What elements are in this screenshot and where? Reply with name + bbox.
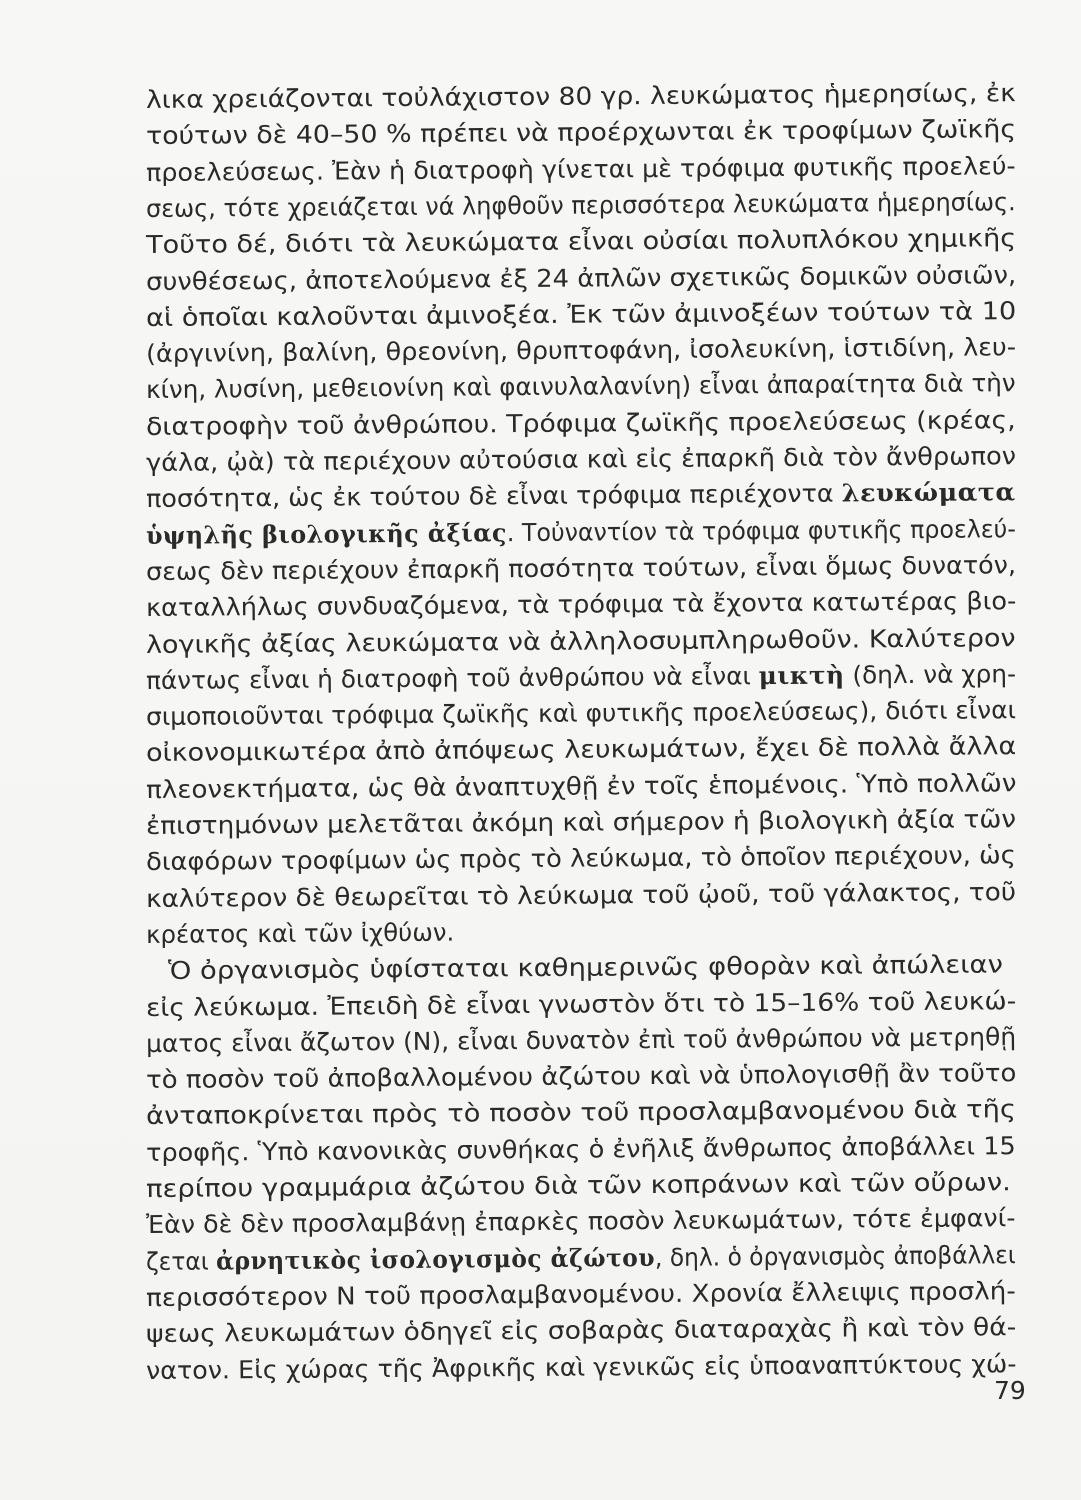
line-text: κρέατος καὶ τῶν ἰχθύων. [145,917,455,949]
bold-phrase: μικτὴ [758,660,845,690]
line-text: διατροφὴν τοῦ ἀνθρώπου. Τρόφιμα ζωϊκῆς προελεύσεως (κρέας, [145,404,1016,441]
line-text: τροφῆς. Ὑπὸ κανονικὰς συνθήκας ὁ ἐνῆλιξ ἄνθρωπος ἀποβάλλει 15 [145,1130,1016,1167]
line-text: κίνη, λυσίνη, μεθειονίνη καὶ φαινυλαλανίνη) εἶναι ἀπαραίτητα διὰ τὴν [145,368,1016,405]
page-number: 79 [994,1376,1026,1405]
line-text: συνθέσεως, ἀποτελούμενα ἐξ 24 ἀπλῶν σχετικῶς δομικῶν οὐσιῶν, [145,259,1017,296]
line-text: τὸ ποσὸν τοῦ ἀποβαλλομένου ἀζώτου καὶ νὰ ὑπολογισθῇ ἂν τοῦτο [145,1058,1017,1095]
line-text: Ὁ ὀργανισμὸς ὑφίσταται καθημερινῶς φθορὰν καὶ ἀπώλειαν [167,949,1004,986]
bold-phrase: ἀρνητικὸς ἰσολογισμὸς ἀζώτου [215,1242,656,1276]
line-text: σεως, τότε χρειάζεται νά ληφθοῦν περισσότερα λευκώματα ἡμερησίως. [145,187,1016,223]
line-text: Τοῦτο δέ, διότι τὰ λευκώματα εἶναι οὐσίαι πολυπλόκου χημικῆς [145,223,1017,260]
text-line [146,872,1016,919]
line-text: , δηλ. ὁ ὀργανισμὸς ἀποβάλλει [654,1239,1016,1272]
line-text: ματος εἶναι ἄζωτον (Ν), εἶναι δυνατὸν ἐπὶ τοῦ ἀνθρώπου νὰ μετρηθῇ [145,1021,1017,1058]
line-text: πάντως εἶναι ἡ διατροφὴ τοῦ ἀνθρώπου νὰ εἶναι [145,660,759,695]
line-text: ψεως λευκωμάτων ὁδηγεῖ εἰς σοβαρὰς διαταραχὰς ἢ καὶ τὸν θά- [145,1312,1017,1349]
line-text: σιμοποιοῦνται τρόφιμα ζωϊκῆς καὶ φυτικῆς προελεύσεως), διότι εἶναι [145,695,1017,732]
line-text: (δηλ. νὰ χρη- [844,658,1017,690]
line-text: λικα χρειάζονται τοὐλάχιστον 80 γρ. λευκώματος ἡμερησίως, ἐκ [145,78,1016,114]
line-text: λογικῆς ἀξίας λευκώματα νὰ ἀλληλοσυμπληρωθοῦν. Καλύτερον [145,622,1016,659]
bold-phrase: λευκώματα [841,477,1016,508]
line-text: προελεύσεως. Ἐὰν ἡ διατροφὴ γίνεται μὲ τρόφιμα φυτικῆς προελεύ- [145,150,1016,187]
bold-phrase: ὑψηλῆς βιολογικῆς ἀξίας [145,517,507,550]
line-text: ζεται [145,1246,217,1276]
line-text: (ἀργινίνη, βαλίνη, θρεονίνη, θρυπτοφάνη, ἰσολευκίνη, ἱστιδίνη, λευ- [145,332,1017,369]
line-text: τούτων δὲ 40–50 % πρέπει νὰ προέρχωνται ἐκ τροφίμων ζωϊκῆς [145,114,1017,151]
line-text: ἐπιστημόνων μελετᾶται ἀκόμη καὶ σήμερον ἡ βιολογικὴ ἀξία τῶν [145,804,1017,840]
line-text: καλύτερον δὲ θεωρεῖται τὸ λεύκωμα τοῦ ᾠοῦ, τοῦ γάλακτος, τοῦ [145,876,1017,913]
line-text: διαφόρων τροφίμων ὡς πρὸς τὸ λεύκωμα, τὸ ὁποῖον περιέχουν, ὡς [145,840,1016,877]
line-text: εἰς λεύκωμα. Ἐπειδὴ δὲ εἶναι γνωστὸν ὅτι τὸ 15–16% τοῦ λευκώ- [145,985,1017,1022]
line-text: περισσότερον Ν τοῦ προσλαμβανομένου. Χρονία ἔλλειψις προσλή- [145,1276,1016,1312]
line-text: οἰκονομικωτέρα ἀπὸ ἀπόψεως λευκωμάτων, ἔχει δὲ πολλὰ ἄλλα [145,731,1017,768]
line-text: αἱ ὁποῖαι καλοῦνται ἀμινοξέα. Ἐκ τῶν ἀμινοξέων τούτων τὰ 10 [145,295,1017,332]
line-text: σεως δὲν περιέχουν ἐπαρκῆ ποσότητα τούτων, εἶναι ὅμως δυνατόν, [145,550,1017,586]
line-text: . Τοὐναντίον τὰ τρόφιμα φυτικῆς προελεύ- [506,513,1017,547]
text-line [146,1344,1017,1391]
line-text: Ἐὰν δὲ δὲν προσλαμβάνῃ ἐπαρκὲς ποσὸν λευκωμάτων, τότε ἐμφανί- [145,1203,1016,1240]
line-text: γάλα, ᾠὰ) τὰ περιέχουν αὐτούσια καὶ εἰς ἐπαρκῆ διὰ τὸν ἄνθρωπον [145,441,1017,477]
line-text: πλεονεκτήματα, ὡς θὰ ἀναπτυχθῇ ἐν τοῖς ἑπομένοις. Ὑπὸ πολλῶν [145,767,1017,804]
line-text: περίπου γραμμάρια ἀζώτου διὰ τῶν κοπράνων καὶ τῶν οὔρων. [145,1167,1011,1203]
line-text: ἀνταποκρίνεται πρὸς τὸ ποσὸν τοῦ προσλαμβανομένου διὰ τῆς [145,1094,1017,1131]
line-text: καταλλήλως συνδυαζόμενα, τὰ τρόφιμα τὰ ἔχοντα κατωτέρας βιο- [145,586,1017,623]
line-text: νατον. Εἰς χώρας τῆς Ἀφρικῆς καὶ γενικῶς εἰς ὑποαναπτύκτους χώ- [145,1348,1017,1385]
line-text: ποσότητα, ὡς ἐκ τούτου δὲ εἶναι τρόφιμα περιέχοντα [145,478,842,514]
